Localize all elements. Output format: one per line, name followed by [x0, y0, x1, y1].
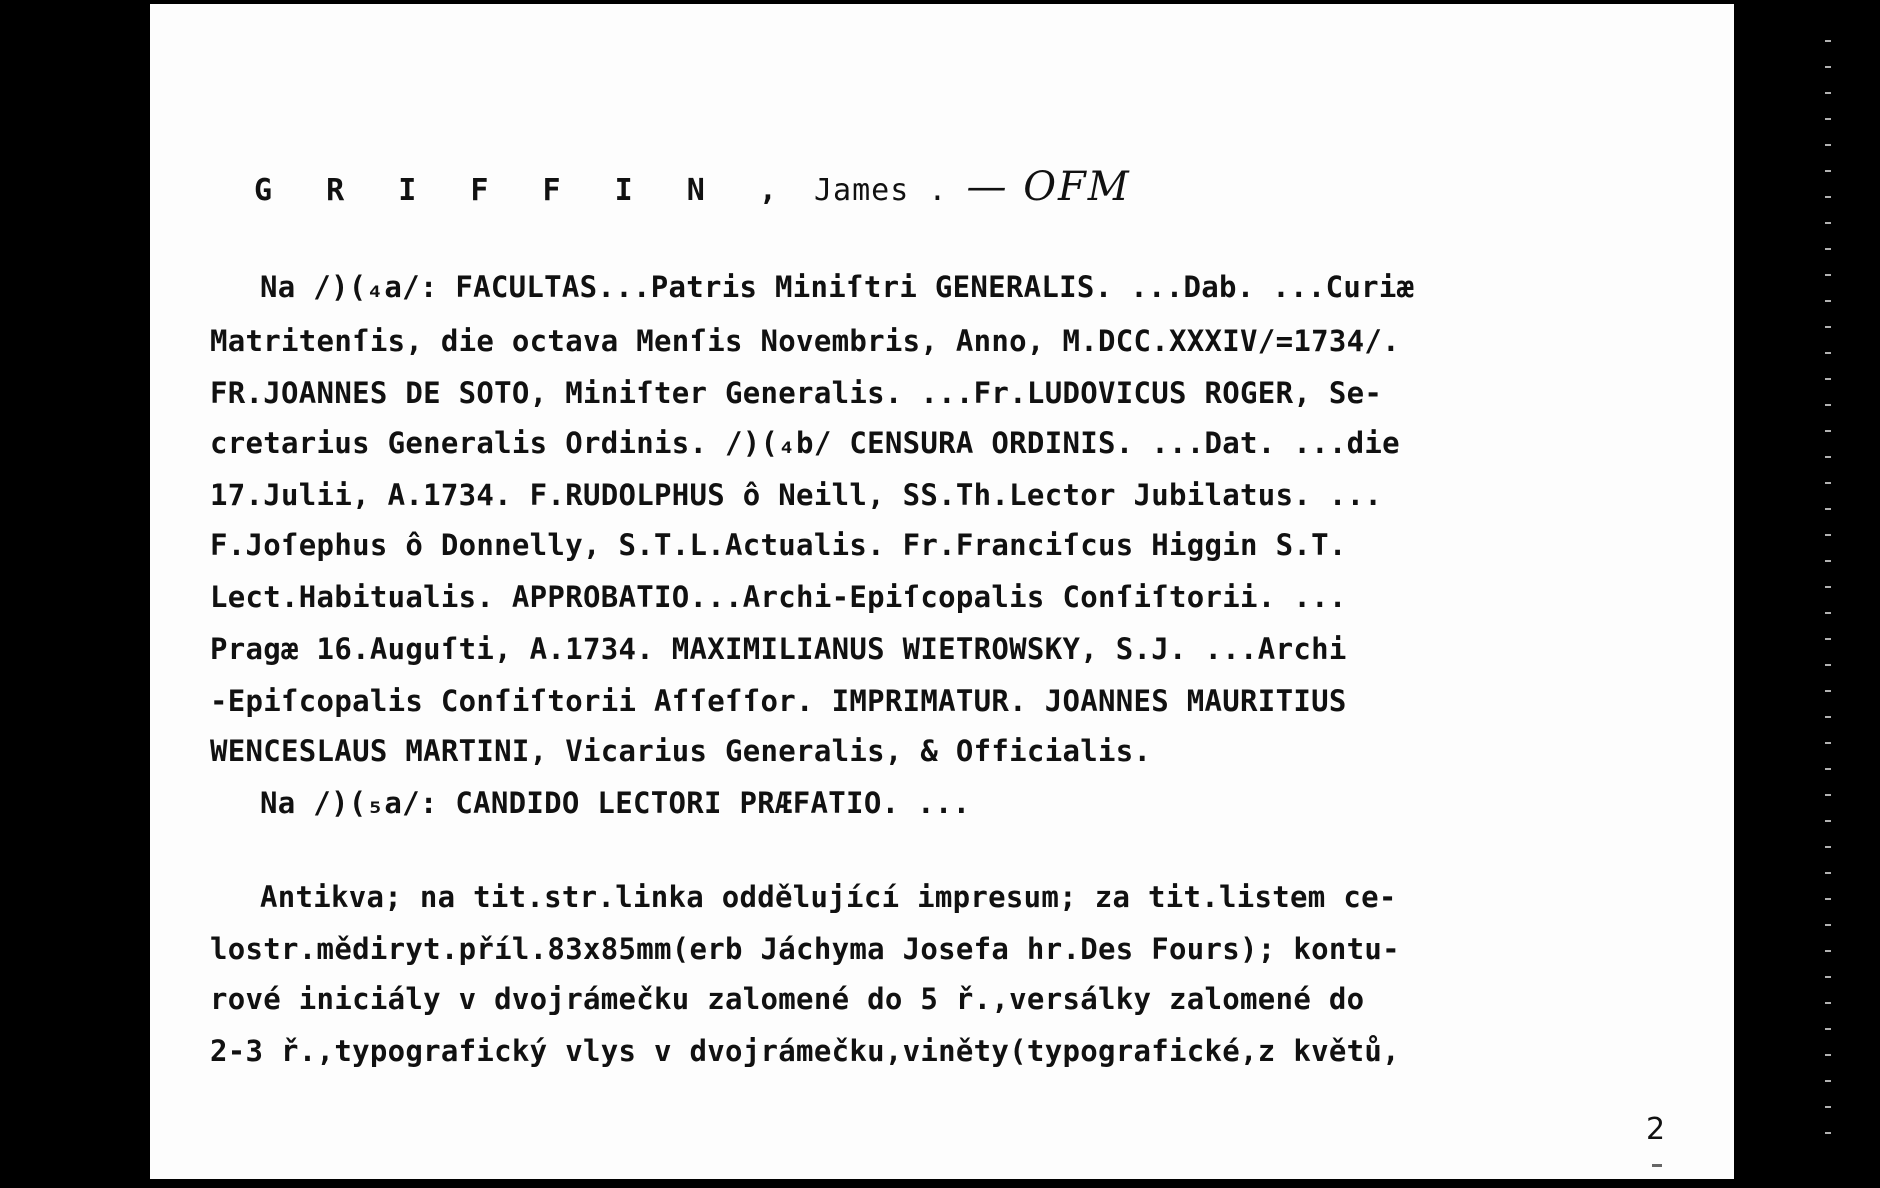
catalog-card: [150, 4, 1734, 1179]
author-given-name: James .: [814, 173, 948, 208]
card-heading: [254, 164, 1131, 210]
text-line-10: WENCESLAUS MARTINI, Vicarius Generalis, & Officialis.: [210, 734, 1152, 768]
author-surname: G R I F F I N ,: [254, 173, 795, 208]
text-line-3: FR.JOANNES DE SOTO, Miniſter Generalis. ...Fr.LUDOVICUS ROGER, Se-: [210, 376, 1383, 410]
text-line-11: Na /)(₅a/: CANDIDO LECTORI PRÆFATIO. ...: [260, 786, 971, 820]
text-line-6: F.Joſephus ô Donnelly, S.T.L.Actualis. Fr.Franciſcus Higgin S.T.: [210, 528, 1347, 562]
text-line-1: Na /)(₄a/: FACULTAS...Patris Miniſtri GENERALIS. ...Dab. ...Curiæ: [260, 270, 1415, 304]
description-line-4: 2-3 ř.,typografický vlys v dvojrámečku,viněty(typografické,z květů,: [210, 1034, 1400, 1068]
text-line-7: Lect.Habitualis. APPROBATIO...Archi-Epiſcopalis Conſiſtorii. ...: [210, 580, 1347, 614]
description-line-3: rové iniciály v dvojrámečku zalomené do 5 ř.,versálky zalomené do: [210, 982, 1365, 1016]
scan-edge-marks: [1825, 40, 1831, 1140]
handwritten-order-annotation: — OFM: [966, 164, 1131, 210]
text-line-2: Matritenſis, die octava Menſis Novembris, Anno, M.DCC.XXXIV/=1734/.: [210, 324, 1400, 358]
text-line-8: Pragæ 16.Auguſti, A.1734. MAXIMILIANUS WIETROWSKY, S.J. ...Archi: [210, 632, 1347, 666]
text-line-4: cretarius Generalis Ordinis. /)(₄b/ CENSURA ORDINIS. ...Dat. ...die: [210, 426, 1400, 460]
page-number: 2: [1646, 1112, 1666, 1147]
scan-corner-mark: [1652, 1164, 1662, 1167]
description-line-2: lostr.mědiryt.příl.83x85mm(erb Jáchyma Josefa hr.Des Fours); kontu-: [210, 932, 1400, 966]
text-line-5: 17.Julii, A.1734. F.RUDOLPHUS ô Neill, SS.Th.Lector Jubilatus. ...: [210, 478, 1383, 512]
text-line-9: -Epiſcopalis Conſiſtorii Aſſeſſor. IMPRIMATUR. JOANNES MAURITIUS: [210, 684, 1347, 718]
description-line-1: Antikva; na tit.str.linka oddělující impresum; za tit.listem ce-: [260, 880, 1397, 914]
